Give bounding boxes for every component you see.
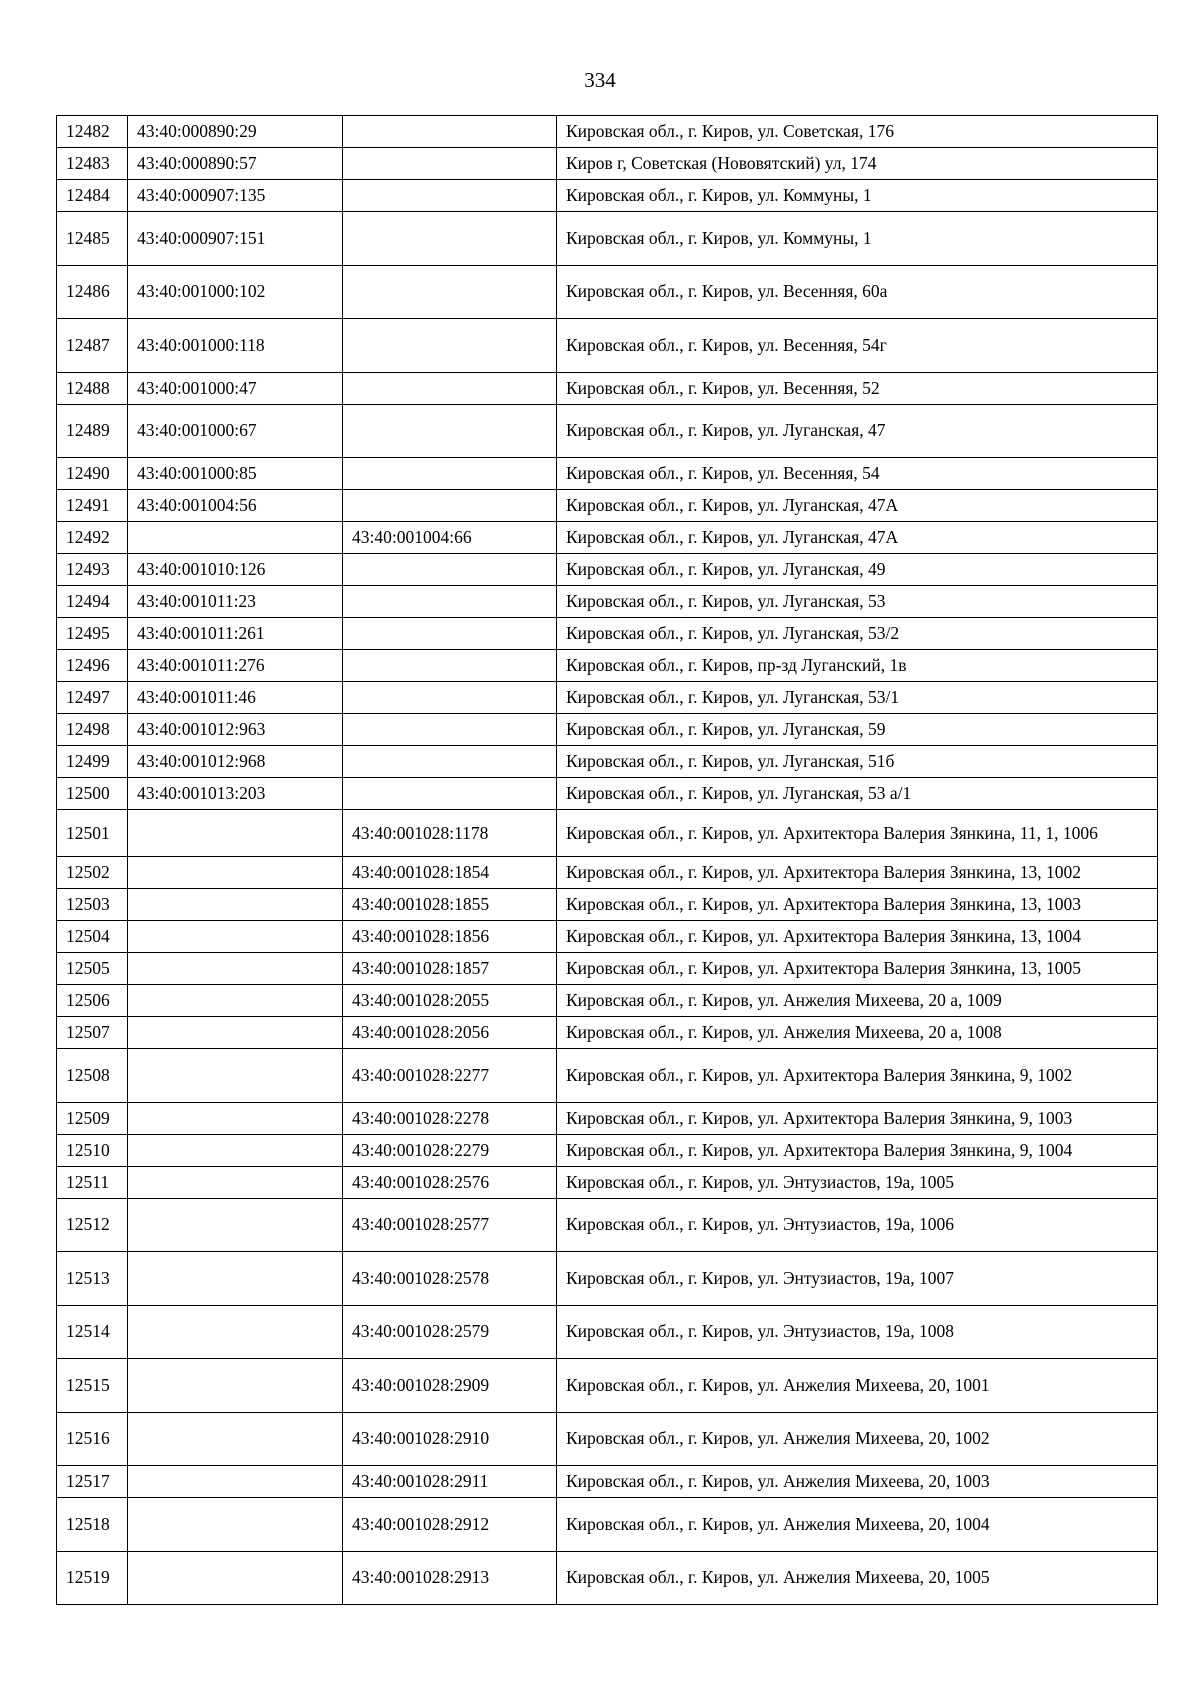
row-number: 12494	[57, 586, 128, 618]
cadastral-number-2-cell	[343, 265, 557, 319]
cadastral-number-2-cell	[343, 116, 557, 148]
cadastral-number-cell	[128, 889, 343, 921]
cadastral-number-cell	[128, 522, 343, 554]
row-number: 12515	[57, 1359, 128, 1413]
table-row	[57, 1412, 1158, 1466]
cadastral-number-2-cell	[343, 458, 557, 490]
row-number: 12495	[57, 618, 128, 650]
cadastral-number-2-cell	[343, 618, 557, 650]
row-number: 12518	[57, 1498, 128, 1552]
cadastral-number-cell	[128, 1102, 343, 1134]
cadastral-number-cell	[128, 1466, 343, 1498]
cadastral-number-cell: 43:40:001000:118	[128, 319, 343, 373]
cadastral-number-2-cell: 43:40:001028:2910	[343, 1412, 557, 1466]
cadastral-number-2-cell: 43:40:001028:2056	[343, 1017, 557, 1049]
cadastral-number-cell	[128, 1166, 343, 1198]
cadastral-number-cell	[128, 1498, 343, 1552]
row-number: 12500	[57, 778, 128, 810]
table-row	[57, 1359, 1158, 1413]
table-row	[57, 265, 1158, 319]
address-cell: Кировская обл., г. Киров, ул. Архитектора Валерия Зянкина, 13, 1004	[557, 921, 1158, 953]
table-row	[57, 921, 1158, 953]
row-number: 12514	[57, 1305, 128, 1359]
table-row	[57, 1102, 1158, 1134]
cadastral-number-2-cell	[343, 319, 557, 373]
row-number: 12496	[57, 650, 128, 682]
cadastral-number-2-cell	[343, 148, 557, 180]
address-cell: Кировская обл., г. Киров, ул. Архитектора Валерия Зянкина, 13, 1003	[557, 889, 1158, 921]
cadastral-number-2-cell: 43:40:001028:1857	[343, 953, 557, 985]
cadastral-number-cell	[128, 1049, 343, 1103]
cadastral-number-2-cell	[343, 404, 557, 458]
cadastral-number-2-cell: 43:40:001028:1856	[343, 921, 557, 953]
table-row	[57, 1017, 1158, 1049]
address-cell: Кировская обл., г. Киров, ул. Энтузиастов, 19а, 1007	[557, 1252, 1158, 1306]
address-cell: Кировская обл., г. Киров, ул. Весенняя, 54	[557, 458, 1158, 490]
cadastral-number-cell: 43:40:000890:57	[128, 148, 343, 180]
cadastral-number-cell: 43:40:001004:56	[128, 490, 343, 522]
address-cell: Кировская обл., г. Киров, ул. Анжелия Михеева, 20 а, 1008	[557, 1017, 1158, 1049]
address-cell: Кировская обл., г. Киров, пр-зд Луганский, 1в	[557, 650, 1158, 682]
table-row	[57, 746, 1158, 778]
table-row	[57, 682, 1158, 714]
cadastral-number-cell	[128, 1551, 343, 1605]
cadastral-number-2-cell: 43:40:001028:1178	[343, 810, 557, 857]
table-row	[57, 1134, 1158, 1166]
cadastral-number-cell: 43:40:001000:102	[128, 265, 343, 319]
row-number: 12482	[57, 116, 128, 148]
table-row	[57, 554, 1158, 586]
cadastral-number-2-cell: 43:40:001028:2279	[343, 1134, 557, 1166]
address-cell: Кировская обл., г. Киров, ул. Весенняя, 54г	[557, 319, 1158, 373]
address-cell: Кировская обл., г. Киров, ул. Луганская, 47	[557, 404, 1158, 458]
address-cell: Кировская обл., г. Киров, ул. Советская, 176	[557, 116, 1158, 148]
address-cell: Кировская обл., г. Киров, ул. Архитектора Валерия Зянкина, 9, 1003	[557, 1102, 1158, 1134]
address-cell: Кировская обл., г. Киров, ул. Энтузиастов, 19а, 1005	[557, 1166, 1158, 1198]
cadastral-number-cell: 43:40:001000:67	[128, 404, 343, 458]
row-number: 12519	[57, 1551, 128, 1605]
row-number: 12486	[57, 265, 128, 319]
table-row	[57, 1166, 1158, 1198]
cadastral-number-2-cell: 43:40:001028:1855	[343, 889, 557, 921]
cadastral-number-2-cell	[343, 212, 557, 266]
table-row	[57, 1466, 1158, 1498]
cadastral-number-cell: 43:40:001012:968	[128, 746, 343, 778]
table-row	[57, 404, 1158, 458]
address-cell: Кировская обл., г. Киров, ул. Анжелия Михеева, 20, 1003	[557, 1466, 1158, 1498]
row-number: 12491	[57, 490, 128, 522]
table-row	[57, 458, 1158, 490]
cadastral-number-2-cell: 43:40:001028:2579	[343, 1305, 557, 1359]
cadastral-number-cell	[128, 1017, 343, 1049]
row-number: 12512	[57, 1198, 128, 1252]
cadastral-number-2-cell	[343, 180, 557, 212]
cadastral-number-2-cell: 43:40:001028:2277	[343, 1049, 557, 1103]
cadastral-number-2-cell: 43:40:001028:2577	[343, 1198, 557, 1252]
row-number: 12484	[57, 180, 128, 212]
cadastral-number-cell	[128, 810, 343, 857]
table-row	[57, 180, 1158, 212]
row-number: 12506	[57, 985, 128, 1017]
cadastral-number-2-cell: 43:40:001028:2912	[343, 1498, 557, 1552]
cadastral-number-cell: 43:40:001010:126	[128, 554, 343, 586]
cadastral-number-cell	[128, 1252, 343, 1306]
row-number: 12487	[57, 319, 128, 373]
address-cell: Кировская обл., г. Киров, ул. Анжелия Михеева, 20 а, 1009	[557, 985, 1158, 1017]
address-cell: Кировская обл., г. Киров, ул. Весенняя, 60а	[557, 265, 1158, 319]
table-row	[57, 116, 1158, 148]
row-number: 12490	[57, 458, 128, 490]
cadastral-register-table	[56, 115, 1158, 1605]
cadastral-number-2-cell: 43:40:001028:2578	[343, 1252, 557, 1306]
address-cell: Кировская обл., г. Киров, ул. Энтузиастов, 19а, 1006	[557, 1198, 1158, 1252]
row-number: 12509	[57, 1102, 128, 1134]
row-number: 12485	[57, 212, 128, 266]
table-row	[57, 650, 1158, 682]
cadastral-number-2-cell: 43:40:001028:2911	[343, 1466, 557, 1498]
table-row	[57, 618, 1158, 650]
cadastral-number-2-cell: 43:40:001028:1854	[343, 857, 557, 889]
table-row	[57, 778, 1158, 810]
table-row	[57, 212, 1158, 266]
row-number: 12508	[57, 1049, 128, 1103]
cadastral-number-cell	[128, 953, 343, 985]
cadastral-number-2-cell	[343, 682, 557, 714]
cadastral-number-2-cell: 43:40:001028:2055	[343, 985, 557, 1017]
table-row	[57, 319, 1158, 373]
cadastral-number-cell	[128, 1359, 343, 1413]
cadastral-number-2-cell	[343, 586, 557, 618]
address-cell: Кировская обл., г. Киров, ул. Луганская, 51б	[557, 746, 1158, 778]
cadastral-number-cell: 43:40:001013:203	[128, 778, 343, 810]
address-cell: Киров г, Советская (Нововятский) ул, 174	[557, 148, 1158, 180]
table-row	[57, 1252, 1158, 1306]
address-cell: Кировская обл., г. Киров, ул. Архитектора Валерия Зянкина, 13, 1005	[557, 953, 1158, 985]
address-cell: Кировская обл., г. Киров, ул. Луганская, 47А	[557, 490, 1158, 522]
cadastral-number-2-cell	[343, 554, 557, 586]
cadastral-number-cell: 43:40:000907:135	[128, 180, 343, 212]
cadastral-number-2-cell: 43:40:001028:2576	[343, 1166, 557, 1198]
cadastral-number-cell: 43:40:001000:47	[128, 372, 343, 404]
table-row	[57, 889, 1158, 921]
address-cell: Кировская обл., г. Киров, ул. Энтузиастов, 19а, 1008	[557, 1305, 1158, 1359]
table-row	[57, 522, 1158, 554]
row-number: 12488	[57, 372, 128, 404]
table-row	[57, 1198, 1158, 1252]
address-cell: Кировская обл., г. Киров, ул. Анжелия Михеева, 20, 1005	[557, 1551, 1158, 1605]
row-number: 12502	[57, 857, 128, 889]
cadastral-number-2-cell: 43:40:001028:2278	[343, 1102, 557, 1134]
address-cell: Кировская обл., г. Киров, ул. Архитектора Валерия Зянкина, 9, 1004	[557, 1134, 1158, 1166]
cadastral-number-cell	[128, 1305, 343, 1359]
table-row	[57, 1049, 1158, 1103]
row-number: 12499	[57, 746, 128, 778]
cadastral-number-2-cell: 43:40:001028:2913	[343, 1551, 557, 1605]
table-row	[57, 714, 1158, 746]
cadastral-number-cell: 43:40:001011:46	[128, 682, 343, 714]
cadastral-number-cell	[128, 1198, 343, 1252]
row-number: 12503	[57, 889, 128, 921]
table-row	[57, 372, 1158, 404]
address-cell: Кировская обл., г. Киров, ул. Луганская, 47А	[557, 522, 1158, 554]
cadastral-number-cell: 43:40:000907:151	[128, 212, 343, 266]
address-cell: Кировская обл., г. Киров, ул. Архитектора Валерия Зянкина, 9, 1002	[557, 1049, 1158, 1103]
table-body	[57, 116, 1158, 1605]
row-number: 12507	[57, 1017, 128, 1049]
cadastral-number-2-cell	[343, 714, 557, 746]
table-row	[57, 810, 1158, 857]
row-number: 12493	[57, 554, 128, 586]
address-cell: Кировская обл., г. Киров, ул. Луганская, 53 а/1	[557, 778, 1158, 810]
table-row	[57, 1305, 1158, 1359]
cadastral-number-2-cell	[343, 778, 557, 810]
address-cell: Кировская обл., г. Киров, ул. Коммуны, 1	[557, 180, 1158, 212]
cadastral-number-cell: 43:40:001011:276	[128, 650, 343, 682]
cadastral-number-cell	[128, 857, 343, 889]
address-cell: Кировская обл., г. Киров, ул. Луганская, 49	[557, 554, 1158, 586]
cadastral-number-cell	[128, 1134, 343, 1166]
cadastral-number-cell	[128, 921, 343, 953]
row-number: 12492	[57, 522, 128, 554]
address-cell: Кировская обл., г. Киров, ул. Анжелия Михеева, 20, 1001	[557, 1359, 1158, 1413]
address-cell: Кировская обл., г. Киров, ул. Архитектора Валерия Зянкина, 13, 1002	[557, 857, 1158, 889]
page-number: 334	[584, 68, 616, 92]
table-row	[57, 857, 1158, 889]
table-row	[57, 1551, 1158, 1605]
cadastral-number-cell	[128, 985, 343, 1017]
table-row	[57, 985, 1158, 1017]
table-row	[57, 1498, 1158, 1552]
table-row	[57, 586, 1158, 618]
row-number: 12489	[57, 404, 128, 458]
row-number: 12498	[57, 714, 128, 746]
row-number: 12516	[57, 1412, 128, 1466]
cadastral-number-cell: 43:40:001011:23	[128, 586, 343, 618]
table-row	[57, 490, 1158, 522]
address-cell: Кировская обл., г. Киров, ул. Луганская, 53	[557, 586, 1158, 618]
address-cell: Кировская обл., г. Киров, ул. Луганская, 53/2	[557, 618, 1158, 650]
cadastral-number-cell: 43:40:000890:29	[128, 116, 343, 148]
table-row	[57, 148, 1158, 180]
row-number: 12501	[57, 810, 128, 857]
cadastral-number-2-cell: 43:40:001028:2909	[343, 1359, 557, 1413]
cadastral-number-2-cell	[343, 650, 557, 682]
address-cell: Кировская обл., г. Киров, ул. Коммуны, 1	[557, 212, 1158, 266]
table-row	[57, 953, 1158, 985]
cadastral-number-2-cell: 43:40:001004:66	[343, 522, 557, 554]
row-number: 12510	[57, 1134, 128, 1166]
row-number: 12513	[57, 1252, 128, 1306]
address-cell: Кировская обл., г. Киров, ул. Весенняя, 52	[557, 372, 1158, 404]
row-number: 12504	[57, 921, 128, 953]
cadastral-number-2-cell	[343, 372, 557, 404]
cadastral-number-2-cell	[343, 490, 557, 522]
address-cell: Кировская обл., г. Киров, ул. Луганская, 53/1	[557, 682, 1158, 714]
cadastral-number-2-cell	[343, 746, 557, 778]
row-number: 12517	[57, 1466, 128, 1498]
cadastral-number-cell: 43:40:001012:963	[128, 714, 343, 746]
address-cell: Кировская обл., г. Киров, ул. Анжелия Михеева, 20, 1002	[557, 1412, 1158, 1466]
row-number: 12497	[57, 682, 128, 714]
cadastral-number-cell	[128, 1412, 343, 1466]
address-cell: Кировская обл., г. Киров, ул. Анжелия Михеева, 20, 1004	[557, 1498, 1158, 1552]
row-number: 12505	[57, 953, 128, 985]
row-number: 12483	[57, 148, 128, 180]
cadastral-number-cell: 43:40:001000:85	[128, 458, 343, 490]
address-cell: Кировская обл., г. Киров, ул. Луганская, 59	[557, 714, 1158, 746]
row-number: 12511	[57, 1166, 128, 1198]
cadastral-number-cell: 43:40:001011:261	[128, 618, 343, 650]
address-cell: Кировская обл., г. Киров, ул. Архитектора Валерия Зянкина, 11, 1, 1006	[557, 810, 1158, 857]
